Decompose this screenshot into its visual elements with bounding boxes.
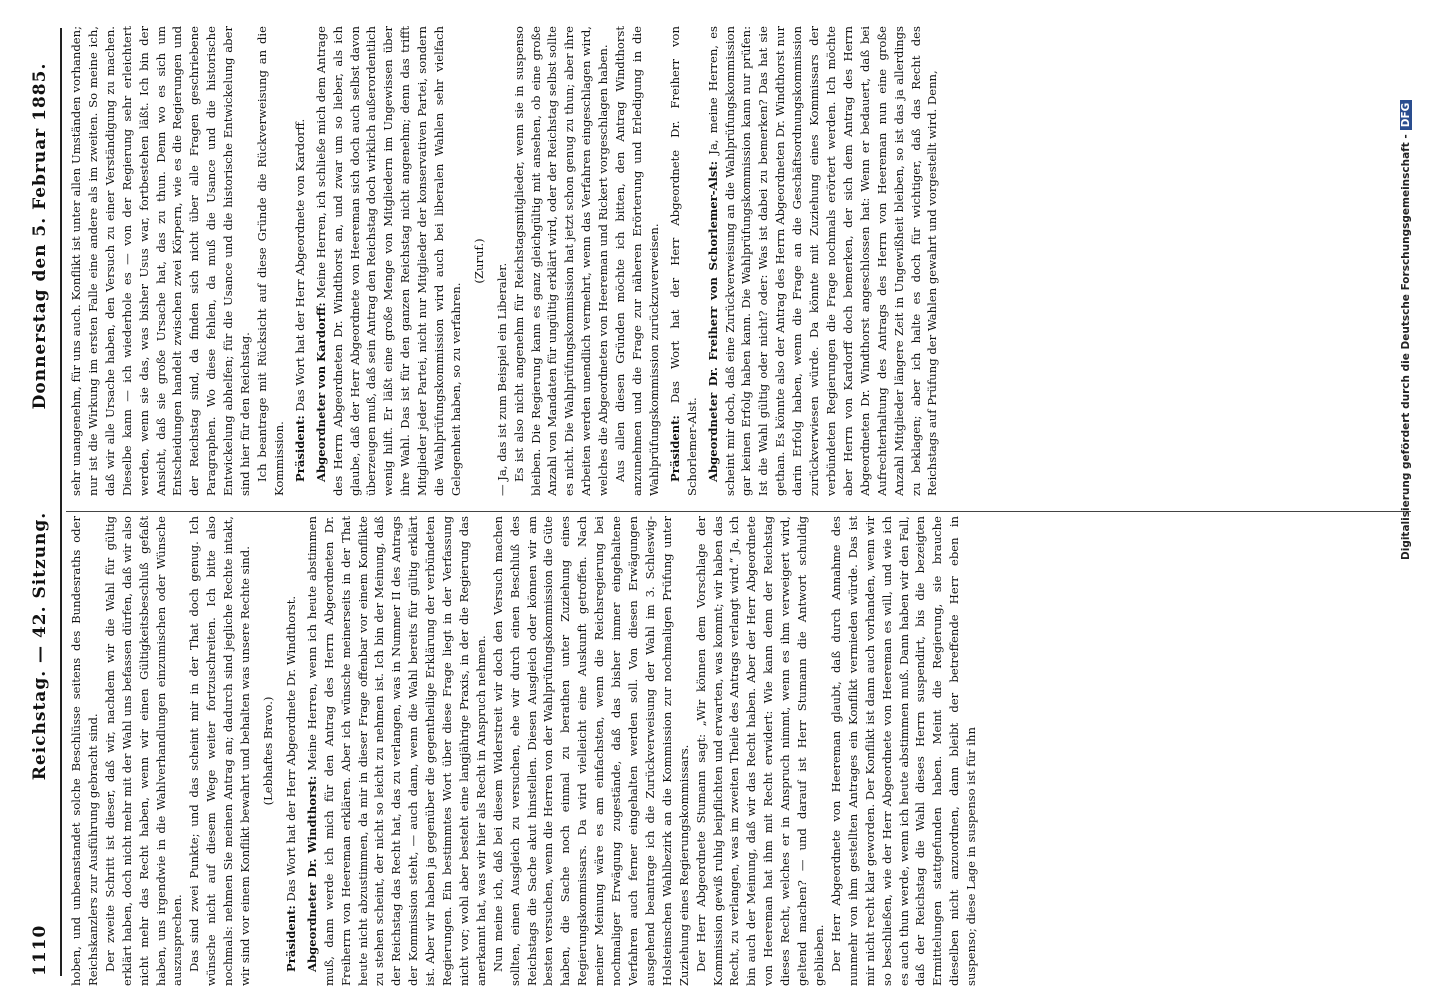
speaker-paragraph — [283, 516, 300, 986]
paragraph-text: Der Herr Abgeordnete Stumann sagt: „Wir können dem Vorschlage der Kommission gewiß ruhig beipflichten und erwarten, was kommt; wir haben das Recht, zu verlangen, was im zweiten Theile des Antrags verlangt wird.“ Ja, ich bin auch der Meinung, daß wir das Recht haben. Aber der Herr Abgeordnete von Heereman hat ihm mit Recht erwidert: Wie kann denn der Reichstag dieses Recht, welches er in Anspruch nimmt, wenn es ihm verweigert wird, geltend machen? — und darauf ist Herr Stumann die Antwort schuldig geblieben. — [693, 516, 826, 986]
paragraph — [511, 26, 612, 496]
paragraph-text: Das sind zwei Punkte; und das scheint mir in der That doch genug. Ich wünsche nicht auf diesem Wege weiter fortzuschreiten. Ich bitte also nochmals: nehmen Sie meinen Antrag an; dadurch sind jegliche Rechte intakt, wir sind vor einem Konflikt bewahrt und behalten was unsere Rechte sind. — [187, 516, 253, 986]
speaker-label: Abgeordneter von Kardorff: — [313, 302, 328, 482]
header-rule — [60, 28, 62, 976]
paragraph-text: (Lebhaftes Bravo.) — [260, 696, 275, 806]
paragraph-text: Das Wort hat der Herr Abgeordnete von Kardorff. — [292, 118, 307, 412]
paragraph — [186, 516, 254, 986]
column-divider — [66, 511, 1411, 512]
paragraph-text: Ja, meine Herren, es scheint mir doch, daß eine Zurückverweisung an die Wahlprüfungskommission gar keinen Erfolg haben kann. Die Wahlprüfungskommission kann nur prüfen: Ist die Wahl gültig oder nicht? oder: Was ist dabei zu bemerken? Das hat sie gethan. Es könnte also der Antrag des Herrn Abgeordneten Dr. Windthorst nur darin Erfolg haben, wenn die Frage an die Geschäftsordnungskommission zurückverwiesen würde. Da könnte mit Zuziehung eines Kommissars der verbündeten Regierungen die Frage nochmals erörtert werden. Ich möchte aber Herrn von Kardorff doch bemerken, der sich dem Antrag des Herrn Abgeordneten Dr. Windthorst angeschlossen hat: Wenn er bedauert, daß bei Aufrechterhaltung des Antrags des Herrn von Heereman nun eine große Anzahl Mitglieder längere Zeit in Ungewißheit bleiben, so ist das ja allerdings zu beklagen; aber ich halte es doch für wichtiger, daß das Recht des Reichstags auf Prüfung der Wahlen gewahrt und vorgestellt wird. Denn, — [705, 26, 940, 496]
paragraph-text: Der zweite Schritt ist dieser, daß wir, nachdem wir die Wahl für gültig erklärt haben, doch nicht mehr mit der Wahl uns befassen dürfen, daß wir also nicht mehr das Recht haben, wenn wir einen Gültigkeitsbeschluß gefaßt haben, uns irgendwie in die Wahlverhandlungen einzumischen oder Wünsche auszusprechen. — [102, 516, 185, 986]
paragraph-text: — Ja, das ist zum Beispiel ein Liberaler. — [494, 262, 509, 496]
paragraph-text: Meine Herren, wenn ich heute abstimmen muß, dann werde ich mich für den Antrag des Herrn Abgeordneten Dr. Freiherrn von Heereman erklären. Aber ich wünsche meinerseits in der That heute nicht abzustimmen, da mir in dieser Frage offenbar vor einem Konflikte zu stehen scheint, der nicht so leicht zu nehmen ist. Ich bin der Meinung, daß der Reichstag das Recht hat, das zu verlangen, was in Nummer II des Antrags der Kommission steht, — auch dann, wenn die Wahl bereits für gültig erklärt ist. Aber wir haben ja gegenüber die gegentheilige Erklärung der verbündeten Regierungen. Ein bestimmtes Wort über diese Frage liegt in der Verfassung nicht vor; wohl aber besteht eine langjährige Praxis, in der die Regierung das anerkannt hat, was wir hier als Recht in Anspruch nehmen. — [304, 516, 488, 986]
paragraph-text: Aus allen diesen Gründen möchte ich bitten, den Antrag Windthorst anzunehmen und die Frage zur näheren Erörterung und Erledigung in die Wahlprüfungskommission zurückzuverweisen. — [613, 26, 661, 496]
speaker-label: Abgeordneter Dr. Windthorst: — [304, 775, 319, 972]
speaker-paragraph — [705, 26, 942, 496]
paragraph — [68, 26, 254, 496]
paragraph-text: Das Wort hat der Herr Abgeordnete Dr. Freiherr von Schorlemer-Alst. — [667, 26, 699, 496]
paragraph — [102, 516, 187, 986]
dfg-logo: DFG — [1400, 100, 1412, 131]
paragraph — [693, 516, 828, 986]
speaker-label: Präsident: — [667, 415, 682, 482]
speaker-label: Präsident: — [283, 905, 298, 972]
paragraph-text: Der Herr Abgeordnete von Heereman glaubt, daß durch Annahme des nunmehr von ihm gestellten Antrages ein Konflikt vermieden würde. Das ist mir nicht recht klar geworden. Der Konflikt ist dann auch vorhanden, wenn wir so beschließen, wie der Herr Abgeordnete von Heereman es will, und wie ich es auch thun werde, wenn ich heute abstimmen muß. Dann haben wir den Fall, daß der Reichstag die Wahl dieses Herrn suspendirt, bis die bezeigten Ermittelungen stattgefunden haben. Meint die Regierung, sie brauche dieselben nicht anzuordnen, dann bleibt der betreffende Herr eben in suspenso; diese Lage in suspenso ist für ihn — [828, 516, 979, 986]
paragraph-text: hoben, und unbeanstandet solche Beschlüsse seitens des Bundesraths oder Reichskanzlers zur Ausführung gebracht sind. — [69, 516, 100, 986]
speaker-paragraph — [667, 26, 701, 496]
session-date: Donnerstag den 5. Februar 1885. — [30, 62, 50, 410]
paragraph-text: Meine Herren, ich schließe mich dem Antrage des Herrn Abgeordneten Dr. Windthorst an, und zwar um so lieber, als ich glaube, daß der Herr Abgeordnete von Heereman sich doch auch selbst davon überzeugen muß, daß sein Antrag den Reichstag doch wirklich außerordentlich wenig hilft. Er läßt eine große Menge von Mitgliedern im Ungewissen über ihre Wahl. Das ist für den ganzen Reichstag nicht angenehm; denn das trifft Mitglieder jeder Partei, nicht nur Mitglieder der konservativen Partei, sondern die Wahlprüfungskommission wird auch bei liberalen Wahlen sehr vielfach Gelegenheit haben, so zu verfahren. — [313, 26, 463, 496]
paragraph — [490, 516, 693, 986]
interjection — [471, 26, 488, 496]
speaker-paragraph — [304, 516, 490, 986]
interjection — [260, 516, 277, 986]
paragraph — [494, 26, 511, 496]
session-title: Reichstag. — 42. Sitzung. — [30, 511, 50, 781]
paragraph-text: Das Wort hat der Herr Abgeordnete Dr. Windthorst. — [283, 595, 298, 902]
paragraph — [68, 516, 102, 986]
left-column — [68, 516, 1408, 986]
speaker-paragraph — [292, 26, 309, 496]
speaker-label: Präsident: — [292, 415, 307, 482]
digitization-footer — [1400, 0, 1418, 560]
right-column — [68, 26, 1408, 496]
paragraph-text: Nun meine ich, daß bei diesem Widerstreit wir doch den Versuch machen sollten, einen Ausgleich zu versuchen, ehe wir durch einen Beschluß des Reichstags die Sache akut hinstellen. Diesen Ausgleich oder können wir am besten versuchen, wenn die Herren von der Wahlprüfungskommission die Güte haben, die Sache noch einmal zu berathen unter Zuziehung eines Regierungskommissars. Da wird vielleicht eine Auskunft getroffen. Nach meiner Meinung wäre es am einfachsten, wenn die Reichsregierung bei nochmaliger Erwägung zugestände, daß das bisher immer eingehaltene Verfahren auch ferner eingehalten werden soll. Von diesen Erwägungen ausgehend beantrage ich die Zurückverweisung der Wahl im 3. Schleswig-Holsteinschen Wahlbezirk an die Kommission zur nochmaligen Prüfung unter Zuziehung eines Regierungskommissars. — [490, 516, 691, 986]
footer-text: Digitalisierung gefördert durch die Deutsche Forschungsgemeinschaft - — [1400, 134, 1412, 560]
paragraph-text: sehr unangenehm, für uns auch. Konflikt ist unter allen Umständen vorhanden; nur ist die Wirkung im ersten Falle eine andere als im zweiten. So meine ich, daß wir alle Ursache haben, den Versuch zu einer Verständigung zu machen. Dieselbe kann — ich wiederhole es — von der Regierung sehr erleichtert werden, wenn sie das, was bisher Usus war, fortbestehen läßt. Ich bin der Ansicht, daß sie große Ursache hat, das zu thun. Denn wo es sich um Entscheidungen handelt zwischen zwei Körpern, wie es die Regierungen und der Reichstag sind, da finden sich nicht über alle Fragen geschriebene Paragraphen. Wo diese fehlen, da muß die Usance und die historische Entwickelung abhelfen; für die Usance und die historische Entwickelung aber sind hier für den Reichstag. — [69, 26, 253, 496]
paragraph-text: Es ist also nicht angenehm für Reichstagsmitglieder, wenn sie in suspenso bleiben. Die Regierung kann es ganz gleichgültig mit ansehen, ob eine große Anzahl von Mandaten für ungültig erklärt wird, oder der Reichstag selbst sollte es nicht. Die Wahlprüfungskommission hat jetzt schon genug zu thun; aber ihre Arbeiten werden unendlich vermehrt, wenn das Verfahren eingeschlagen wird, welches die Abgeordneten von Heereman und Rickert vorgeschlagen haben. — [511, 26, 611, 496]
page-header — [30, 28, 56, 976]
paragraph — [612, 26, 663, 496]
paragraph — [254, 26, 288, 496]
paragraph-text: (Zuruf.) — [471, 238, 486, 284]
speaker-label: Abgeordneter Dr. Freiherr von Schorlemer-Alst: — [705, 160, 720, 482]
page-number: 1110 — [30, 924, 50, 976]
paragraph — [828, 516, 980, 986]
paragraph-text: Ich beantrage mit Rücksicht auf diese Gründe die Rückverweisung an die Kommission. — [254, 26, 286, 496]
speaker-paragraph — [313, 26, 465, 496]
